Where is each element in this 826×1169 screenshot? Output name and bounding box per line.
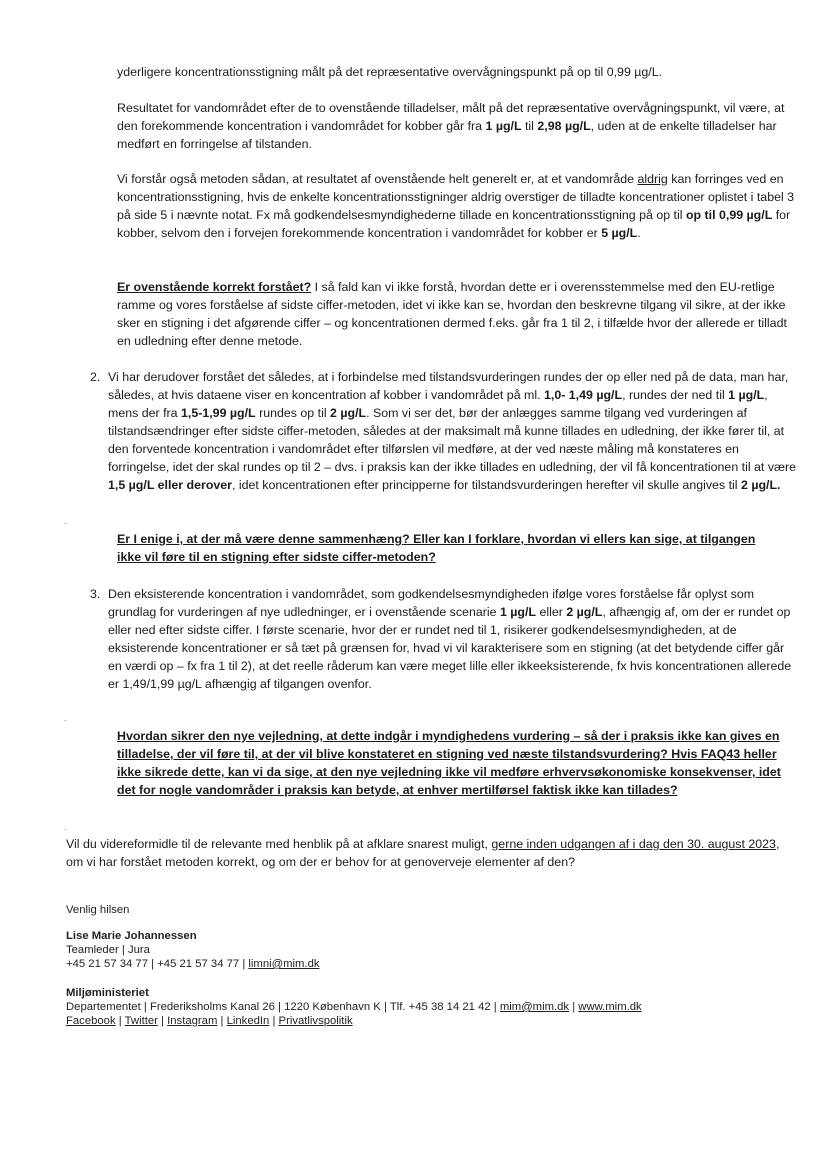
separator: |: [239, 958, 249, 970]
text: Vi forstår også metoden sådan, at resultatet af ovenstående helt generelt er, at et vandområde: [117, 172, 638, 186]
text: , mens der fra: [108, 388, 768, 420]
text: rundes op til: [255, 406, 331, 420]
paragraph-question-3: [117, 727, 787, 799]
paragraph-continuation: [117, 63, 797, 81]
name-text: Lise Marie Johannessen: [66, 930, 197, 942]
question-underlined: Hvordan sikrer den nye vejledning, at dette indgår i myndighedens vurdering – så der i praksis ikke kan gives en tilladelse, der vil føre til, at der vil blive konstateret en stigning ved næste tilstandsvurdering? Hvis FAQ43 heller ikke sikrede dette, kan vi da sige, at den nye vejledning ikke vil medføre erhvervsøkonomiske konsekvenser, idet det for nogle vandområder i praksis kan betyde, at enhver mertilførsel faktisk ikke kan tillades?: [117, 729, 781, 797]
linkedin-link[interactable]: LinkedIn: [226, 1015, 270, 1027]
question-underlined: Er ovenstående korrekt forstået?: [117, 280, 312, 294]
question-underlined: Er I enige i, at der må være denne sammenhæng? Eller kan I forklare, hvordan vi ellers kan sige, at tilgangen ikke vil føre til en stigning efter sidste ciffer-metoden?: [117, 532, 756, 564]
bold-value: 2 µg/L: [330, 406, 367, 420]
list-number: 3.: [90, 587, 101, 601]
text: .: [637, 226, 641, 240]
bold-value: 5 µg/L: [601, 226, 638, 240]
text: , rundes der ned til: [622, 388, 729, 402]
bold-value: 2 µg/L.: [740, 478, 781, 492]
text: Resultatet for vandområdet efter de to ovenstående tilladelser, målt på det repræsentative overvågningspunkt, vil være, at den forekommende koncentration i vandområdet for kobber går fra: [117, 101, 785, 133]
text: , om vi har forstået metoden korrekt, og om der er behov for at genoverveje elementer af den?: [66, 837, 780, 869]
bold-value: 1 µg/L: [728, 388, 765, 402]
org-text: Miljøministeriet: [66, 987, 149, 999]
margin-mark: -: [64, 715, 67, 725]
separator: |: [115, 1015, 125, 1027]
signature-contact: [66, 957, 320, 971]
social-links: [66, 1014, 353, 1028]
separator: |: [157, 1015, 168, 1027]
paragraph-closing: [66, 835, 786, 871]
list-item-3: [108, 585, 798, 693]
paragraph-question-1: [117, 278, 797, 350]
text: , uden at de enkelte tilladelser har medført en forringelse af tilstanden.: [117, 119, 777, 151]
text: , afhængig af, om der er rundet op eller ned efter sidste ciffer. I første scenarie, hvor der er rundet ned til 1, risikerer godkendelsesmyndigheden, at de eksisterende koncentrationer er så tæt på grænsen for, hvad vi vil karakterisere som en stigning (at det betydende ciffer går en værdi op – fx fra 1 til 2), at det reelle råderum kan være meget lille eller ikkeeksisterende, fx hvis koncentrationen allerede er 1,49/1,99 µg/L afhængig af tilgangen ovenfor.: [108, 605, 792, 691]
bold-value: 1,5 µg/L eller derover: [108, 478, 232, 492]
text: eller: [536, 605, 567, 619]
paragraph-question-2: [117, 530, 777, 566]
paragraph-result: [117, 99, 797, 153]
facebook-link[interactable]: Facebook: [66, 1015, 116, 1027]
website-link[interactable]: www.mim.dk: [578, 1001, 642, 1013]
paragraph-method: [117, 170, 797, 242]
instagram-link[interactable]: Instagram: [167, 1015, 218, 1027]
paragraph-text: yderligere koncentrationsstigning målt på det repræsentative overvågningspunkt på op til 0,99 µg/L.: [117, 65, 663, 79]
text: til: [521, 119, 538, 133]
separator: |: [217, 1015, 227, 1027]
twitter-link[interactable]: Twitter: [124, 1015, 158, 1027]
margin-mark: -: [64, 824, 67, 834]
text: Vil du videreformidle til de relevante med henblik på at afklare snarest muligt,: [66, 837, 492, 851]
underlined-word: aldrig: [637, 172, 668, 186]
text: Vi har derudover forstået det således, at i forbindelse med tilstandsvurderingen rundes der op eller ned på de data, man har, således, at hvis dataene viser en koncentration af kobber i vandområdet på ml.: [108, 370, 789, 402]
signature-name: [66, 929, 197, 943]
bold-value: 1 µg/L: [499, 605, 537, 619]
deadline-underlined: gerne inden udgangen af i dag den 30. august 2023: [491, 837, 776, 851]
text: I så fald kan vi ikke forstå, hvordan dette er i overensstemmelse med den EU-retlige ramme og vores forståelse af sidste ciffer-metoden, idet vi ikke kan se, hvordan den beskrevne tilgang vil sikre, at der ikke sker en stigning i det afgørende ciffer – og koncentrationen dermed f.eks. går fra 1 til 2, i tilfælde hvor der allerede er tilladt en udledning efter denne metode.: [117, 280, 787, 348]
org-address: [66, 1000, 642, 1014]
bold-value: 2,98 µg/L: [537, 119, 591, 133]
text: Den eksisterende koncentration i vandområdet, som godkendelsesmyndigheden ifølge vores forståelse får oplyst som grundlag for vurderingen af nye udledninger, er i ovenstående scenarie: [108, 587, 755, 619]
text: kan forringes ved en koncentrationsstigning, hvis de enkelte koncentrationsstigninger aldrig overstiger de tilladte koncentrationer oplistet i tabel 3 på side 5 i nævnte notat. Fx må godkendelsesmyndighederne tillade en koncentrationsstigning på op til: [117, 172, 795, 222]
bold-value: 1 µg/L: [485, 119, 522, 133]
signature-role: Teamleder | Jura: [66, 944, 150, 956]
text: for kobber, selvom den i forvejen forekommende koncentration i vandområdet for kobber er: [117, 208, 791, 240]
privacy-policy-link[interactable]: Privatlivspolitik: [278, 1015, 353, 1027]
separator: |: [269, 1015, 279, 1027]
bold-value: 1,5-1,99 µg/L: [181, 406, 256, 420]
list-number: 2.: [90, 370, 101, 384]
phone-number: +45 21 57 34 77: [157, 958, 240, 970]
separator: |: [569, 1001, 579, 1013]
bold-value: 2 µg/L: [566, 605, 603, 619]
text: , idet koncentrationen efter principperne for tilstandsvurderingen herefter vil skulle angives til: [232, 478, 741, 492]
greeting: Venlig hilsen: [66, 904, 130, 916]
org-email-link[interactable]: mim@mim.dk: [499, 1001, 570, 1013]
margin-mark: -: [64, 518, 67, 528]
bold-value: op til 0,99 µg/L: [685, 208, 773, 222]
separator: |: [147, 958, 158, 970]
list-item-2: [108, 368, 798, 494]
address-text: Departementet | Frederiksholms Kanal 26 | 1220 København K | Tlf. +45 38 14 21 42 |: [66, 1001, 500, 1013]
phone-number: +45 21 57 34 77: [66, 958, 148, 970]
email-link[interactable]: limni@mim.dk: [248, 958, 320, 970]
bold-value: 1,0- 1,49 µg/L: [544, 388, 623, 402]
text: . Som vi ser det, bør der anlægges samme tilgang ved vurderingen af tilstandsændringer efter sidste ciffer-metoden, således at der maksimalt må kunne tillades en udledning, der ikke fører til, at den forventede koncentration i vandområdet efter tilførslen vil medføre, at der ved næste måling må konstateres en forringelse, idet der skal rundes op til 2 – dvs. i praksis kan der ikke tillades en udledning, der vil få koncentrationen til at være: [108, 406, 797, 474]
org-name: [66, 986, 149, 1000]
